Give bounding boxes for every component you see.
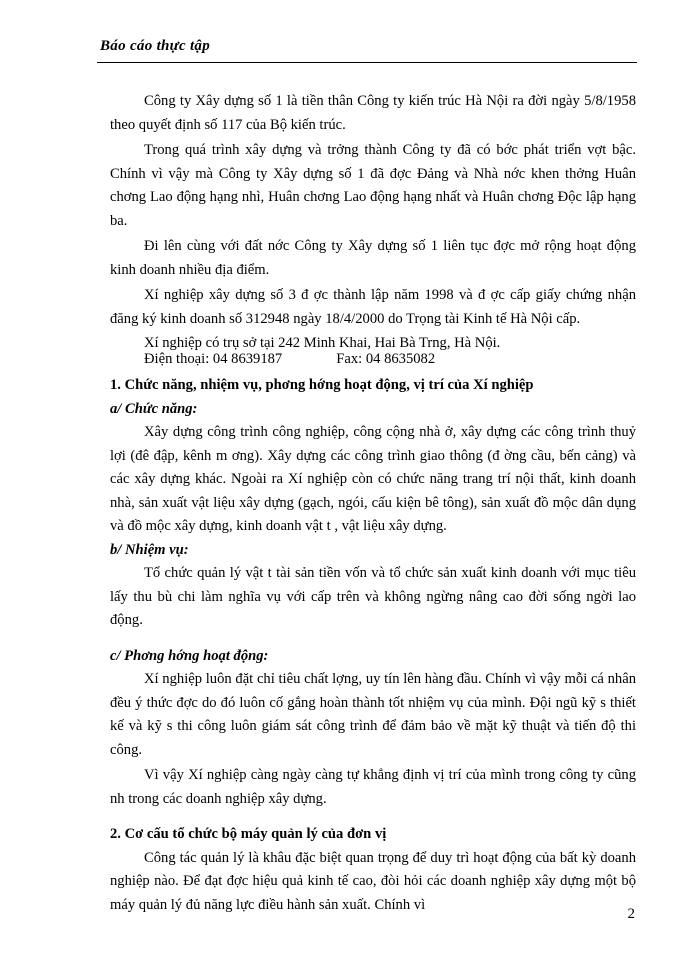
- intro-paragraph-3: Đi lên cùng với đất nớc Công ty Xây dựng số 1 liên tục đợc mở rộng hoạt động kinh doanh nhiều địa điểm.: [110, 238, 636, 278]
- intro-paragraph-2: Trong quá trình xây dựng và trởng thành Công ty đã có bớc phát triển vợt bậc. Chính vì vậy mà Công ty Xây dựng số 1 đã đợc Đảng và Nhà nớc khen thởng Huân chơng Lao động hạng nhì, Huân chơng Lao động hạng nhất và Huân chơng Độc lập hạng ba.: [110, 142, 636, 229]
- section-2-text: Công tác quản lý là khâu đặc biệt quan trọng để duy trì hoạt động của bất kỳ doanh nghiệp nào. Để đạt đợc hiệu quả kinh tế cao, đòi hỏi các doanh nghiệp xây dựng một bộ máy quản lý đủ năng lực điều hành sản xuất. Chính vì: [110, 849, 636, 913]
- phone-fax-row: [110, 351, 636, 367]
- functions-text: Xây dựng công trình công nghiệp, công cộng nhà ở, xây dựng các công trình thuỷ lợi (đê đập, kênh m ơng). Xây dựng các công trình giao thông (đ ờng cầu, bến cảng) và các xây dựng khác. Ngoài ra Xí nghiệp còn có chức năng trang trí nội thất, kinh doanh nhà, sản xuất vật liệu xây dựng (gạch, ngói, cấu kiện bê tông), sản xuất đồ mộc dân dụng và đồ mộc xây dựng, kinh doanh vật t , vật liệu xây dựng.: [110, 424, 636, 534]
- contact-block: [110, 335, 636, 367]
- document-body: [110, 90, 636, 917]
- duties-heading: b/ Nhiệm vụ:: [110, 541, 189, 558]
- page-header-title: Báo cáo thực tập: [100, 38, 211, 54]
- duties-text: Tổ chức quản lý vật t tài sản tiền vốn và tổ chức sản xuất kinh doanh với mục tiêu lấy thu bù chi làm nghĩa vụ với cấp trên và không ngừng nâng cao đời sống ngời lao động.: [110, 565, 636, 628]
- header-divider: [97, 62, 637, 63]
- direction-text-1: Xí nghiệp luôn đặt chỉ tiêu chất lợng, uy tín lên hàng đầu. Chính vì vậy mỗi cá nhân đều ý thức đợc do đó luôn cố gắng hoàn thành tốt nhiệm vụ của mình. Đội ngũ kỹ s thiết kế và kỹ s thi công luôn giám sát công trình để đảm bảo về mặt kỹ thuật và tiến độ thi công.: [110, 671, 636, 758]
- company-fax: Fax: 04 8635082: [336, 351, 436, 367]
- direction-heading: c/ Phơng hớng hoạt động:: [110, 647, 269, 664]
- intro-paragraph-4: Xí nghiệp xây dựng số 3 đ ợc thành lập năm 1998 và đ ợc cấp giấy chứng nhận đăng ký kinh doanh số 312948 ngày 18/4/2000 do Trọng tài Kinh tế Hà Nội cấp.: [110, 287, 636, 327]
- company-address: Xí nghiệp có trụ sở tại 242 Minh Khai, Hai Bà Trng, Hà Nội.: [144, 335, 501, 351]
- intro-paragraph-1: Công ty Xây dựng số 1 là tiền thân Công ty kiến trúc Hà Nội ra đời ngày 5/8/1958 theo quyết định số 117 của Bộ kiến trúc.: [110, 93, 636, 133]
- functions-heading: a/ Chức năng:: [110, 400, 198, 417]
- page-number: 2: [627, 906, 635, 922]
- direction-text-2: Vì vậy Xí nghiệp càng ngày càng tự khẳng định vị trí của mình trong công ty cũng nh trong các doanh nghiệp xây dựng.: [110, 767, 636, 807]
- section-2-title: 2. Cơ cấu tổ chức bộ máy quản lý của đơn vị: [110, 826, 387, 842]
- company-phone: Điện thoại: 04 8639187: [144, 351, 283, 367]
- section-1-title: 1. Chức năng, nhiệm vụ, phơng hớng hoạt động, vị trí của Xí nghiệp: [110, 377, 534, 393]
